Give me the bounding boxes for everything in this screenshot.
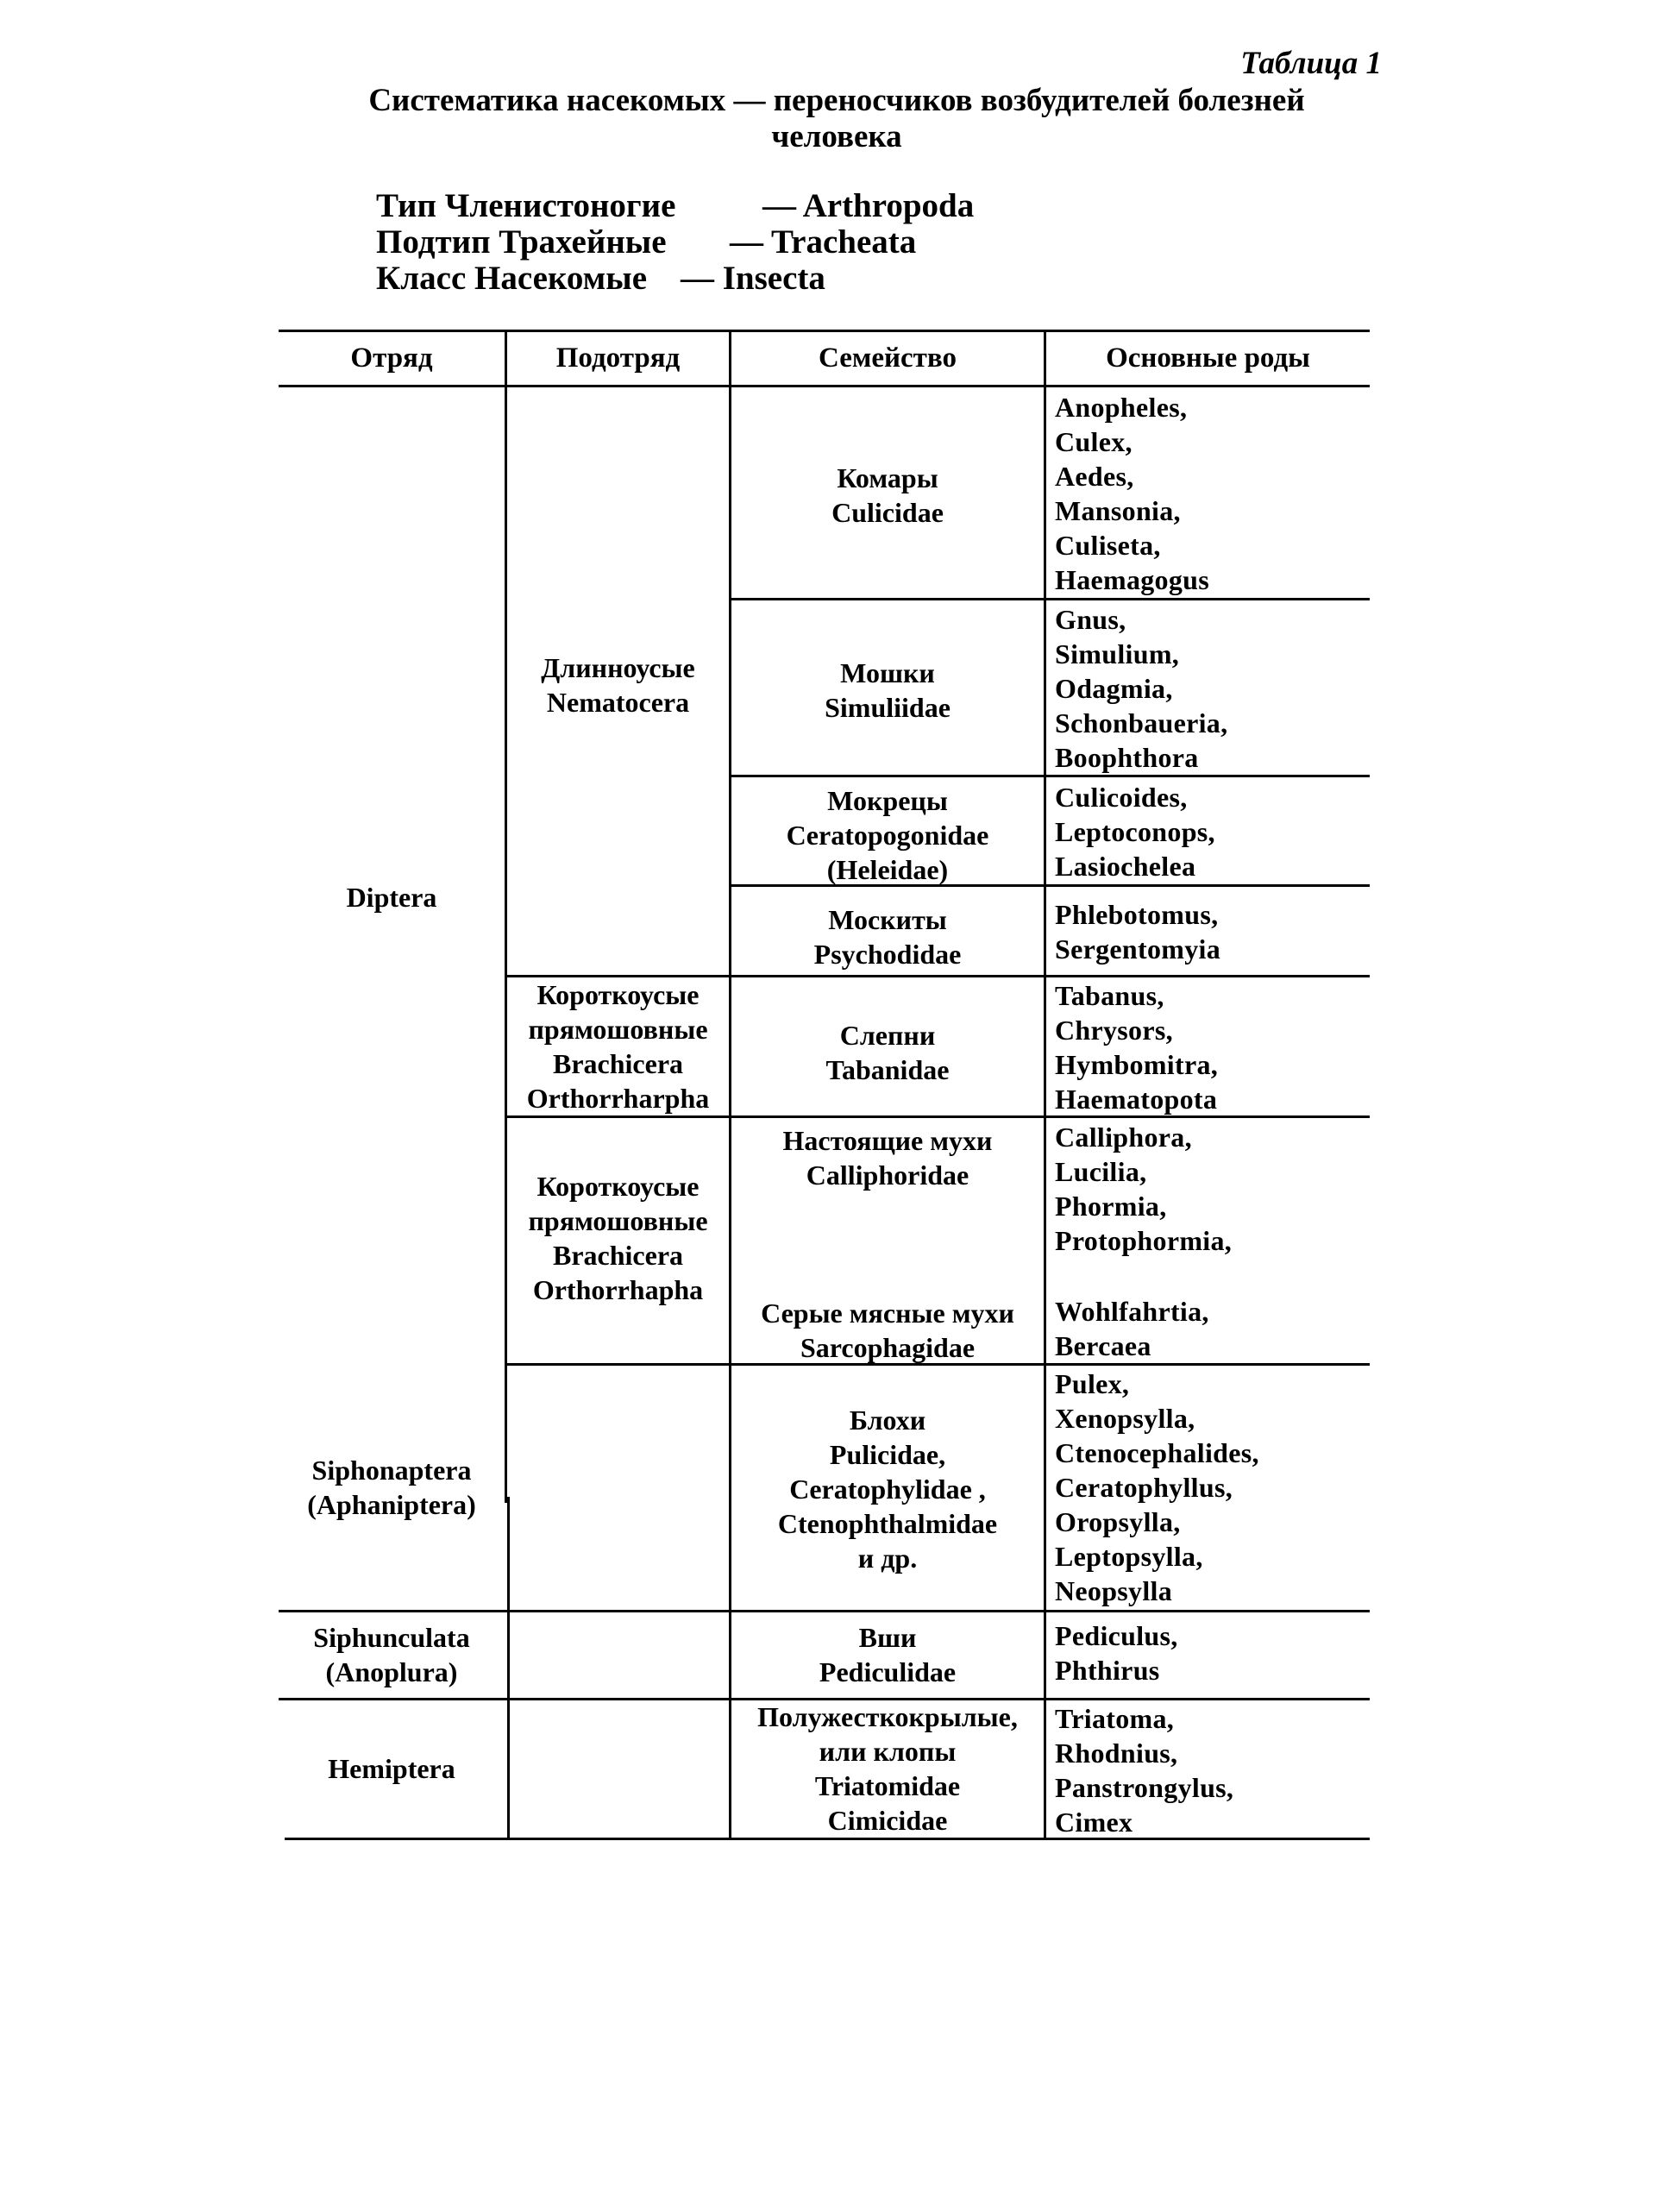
taxonomy-latin: — Arthropoda	[762, 187, 975, 224]
genera-simuliidae: Gnus, Simulium, Odagmia, Schonbaueria, Boophthora	[1055, 604, 1228, 773]
header-family: Семейство	[819, 342, 957, 374]
family-triatomidae: Полужесткокрылые, или клопы Triatomidae Cimicidae	[757, 1701, 1018, 1836]
order-siphonaptera: Siphonaptera (Aphaniptera)	[307, 1455, 476, 1520]
taxonomy-latin: — Tracheata	[730, 223, 917, 261]
table-number: Таблица 1	[1240, 46, 1382, 81]
header-bottom-rule	[279, 385, 1370, 387]
suborder-brachicera: Короткоусые прямошовные Brachicera Orthorrharpha	[526, 979, 710, 1114]
order-siphunculata: Siphunculata (Anoplura)	[313, 1622, 470, 1687]
caption-line: Систематика насекомых — переносчиков возбудителей болезней	[368, 83, 1305, 118]
genera-culicidae: Anopheles, Culex, Aedes, Mansonia, Culiseta, Haemagogus	[1055, 392, 1209, 595]
header-order: Отряд	[350, 342, 433, 374]
family-psychodidae: Москиты Psychodidae	[813, 904, 962, 970]
family-tabanidae: Слепни Tabanidae	[825, 1020, 950, 1085]
caption-line: человека	[771, 119, 902, 154]
genera-pulicidae: Pulex, Xenopsylla, Ctenocephalides, Ceratophyllus, Oropsylla, Leptopsylla, Neopsylla	[1055, 1368, 1259, 1606]
suborder-nematocera: Длинноусые Nematocera	[541, 652, 695, 718]
family-calliphoridae: Настоящие мухи Calliphoridae	[782, 1125, 993, 1191]
genera-triatomidae: Triatoma, Rhodnius, Panstrongylus, Cimex	[1055, 1703, 1234, 1838]
family-culicidae: Комары Culicidae	[831, 462, 944, 528]
suborder-brachicera: Короткоусые прямошовные Brachicera Orthorrhapha	[528, 1171, 708, 1305]
taxonomy-rank: Подтип Трахейные	[376, 223, 667, 261]
family-ceratopogonidae: Мокрецы Ceratopogonidae (Heleidae)	[786, 785, 989, 885]
family-pediculidae: Вши Pediculidae	[819, 1622, 957, 1687]
genera-sarcophagidae: Wohlfahrtia, Bercaea	[1055, 1296, 1209, 1361]
column-rule	[507, 1497, 510, 1839]
row-rule	[731, 775, 1370, 777]
family-pulicidae: Блохи Pulicidae, Ceratophylidae , Ctenophthalmidae и др.	[777, 1404, 998, 1574]
genera-ceratopogonidae: Culicoides, Leptoconops, Lasiochelea	[1055, 782, 1215, 882]
row-rule	[731, 598, 1370, 600]
taxonomy-rank: Тип Членистоногие	[376, 187, 676, 224]
genera-calliphoridae: Calliphora, Lucilia, Phormia, Protophormia,	[1055, 1122, 1233, 1256]
genera-tabanidae: Tabanus, Chrysors, Hymbomitra, Haematopota	[1055, 980, 1219, 1115]
header-suborder: Подотряд	[555, 342, 681, 374]
taxonomy-rank: Класс Насекомые	[376, 260, 647, 297]
row-rule	[507, 1115, 1370, 1118]
genera-pediculidae: Pediculus, Phthirus	[1055, 1620, 1178, 1686]
column-rule	[1044, 330, 1046, 1839]
order-diptera: Diptera	[346, 882, 437, 913]
family-simuliidae: Мошки Simuliidae	[825, 657, 951, 723]
row-rule	[279, 1610, 1370, 1612]
order-hemiptera: Hemiptera	[328, 1753, 455, 1784]
column-rule	[505, 330, 507, 1503]
genera-psychodidae: Phlebotomus, Sergentomyia	[1055, 899, 1221, 965]
family-sarcophagidae: Серые мясные мухи Sarcophagidae	[761, 1298, 1014, 1363]
header-genera: Основные роды	[1106, 342, 1310, 374]
taxonomy-latin: — Insecta	[681, 260, 825, 297]
